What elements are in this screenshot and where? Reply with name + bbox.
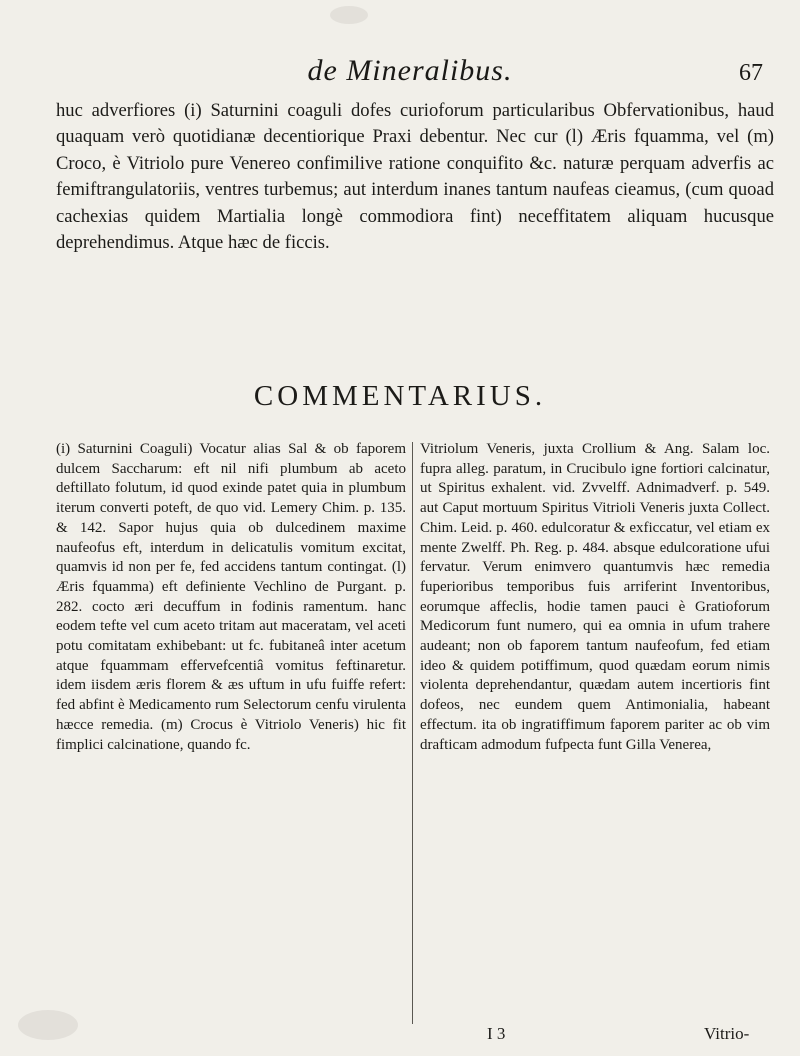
section-heading: COMMENTARIUS. [253,380,547,412]
paper-stain [330,6,368,24]
page-header [0,52,800,96]
page-number: 67 [739,60,763,86]
commentary-columns [56,440,774,1040]
right-column-text: Vitriolum Veneris, juxta Crollium & Ang. Salam loc. fupra alleg. paratum, in Crucibulo igne fortiori calcinatur, ut Spiritus exhalent. vid. Zvvelff. Adnimadverf. p. 549. aut Caput mortuum Spiritus Vitrioli Veneris juxta Collect. Chim. Leid. p. 460. edulcoratur & exficcatur, vel etiam ex mente Zwelff. Ph. Reg. p. 484. absque edulcoratione ufui fervatur. Verum enimvero quantumvis hæc remedia fuperioribus temporibus fuis arriferint Inventoribus, eorumque affeclis, hodie tamen pauci è Gratioforum Medicorum funt numero, qui ea omnia in ufum trahere audeant; non ob faporem tantum naufeofum, fed etiam ideo & quidem potiffimum, quod quædam eorum nimis violenta deprehendantur, quædam autem incertioris fint dofeos, nec eundem quem Antimonialia, habeant effectum. ita ob ingratiffimum faporem pariter ac ob vim drafticam admodum fufpecta funt Gilla Venerea, [420,441,770,753]
running-title: de Mineralibus. [307,54,513,87]
signature-mark: I 3 [487,1024,506,1043]
main-text [56,98,774,256]
left-column [56,440,406,755]
main-paragraph: huc adverfiores (i) Saturnini coaguli dofes curioforum particularibus Obfervationibus, haud quaquam verò quotidianæ decentiorique Praxi debentur. Nec cur (l) Æris fquamma, vel (m) Croco, è Vitriolo pure Venereo confimilive ratione conquifito &c. naturæ perquam adverfis ac femiftrangulatoriis, ventres turbemus; aut interdum inanes tantum naufeas cieamus, (cum quoad cachexias quidem Martialia longè commodiora fint) neceffitatem aliquam hucusque deprehendimus. Atque hæc de ficcis. [56,100,774,254]
catchword: Vitrio- [704,1024,750,1043]
left-column-text: (i) Saturnini Coaguli) Vocatur alias Sal & ob faporem dulcem Saccharum: eft nil nifi plumbum ab aceto deftillato folutum, id quod exinde patet quia in plumbum iterum converti poteft, de quo vid. Lemery Chim. p. 135. & 142. Sapor hujus quia ob dulcedinem maxime naufeofus eft, interdum in delicatulis vomitum excitat, quamvis id non per fe, fed accidens tantum contingat. (l) Æris fquamma) eft definiente Vechlino de Purgant. p. 282. cocto æri decuffum in fodinis ramentum. hanc eodem tefte vel cum aceto tritam aut maceratam, vel aceti potu comitatam exhibebant: ut fc. fubitaneâ inter acetum atque fquammam effervefcentiâ vomitus feftinaretur. idem iisdem æris florem & æs uftum in ufu fuiffe refert: fed abfint è Medicamento rum Selectorum cenfu virulenta hæcce remedia. (m) Crocus è Vitriolo Veneris) hic fit fimplici calcinatione, quando fc. [56,441,406,753]
right-column [420,440,770,755]
column-divider [412,442,413,1024]
